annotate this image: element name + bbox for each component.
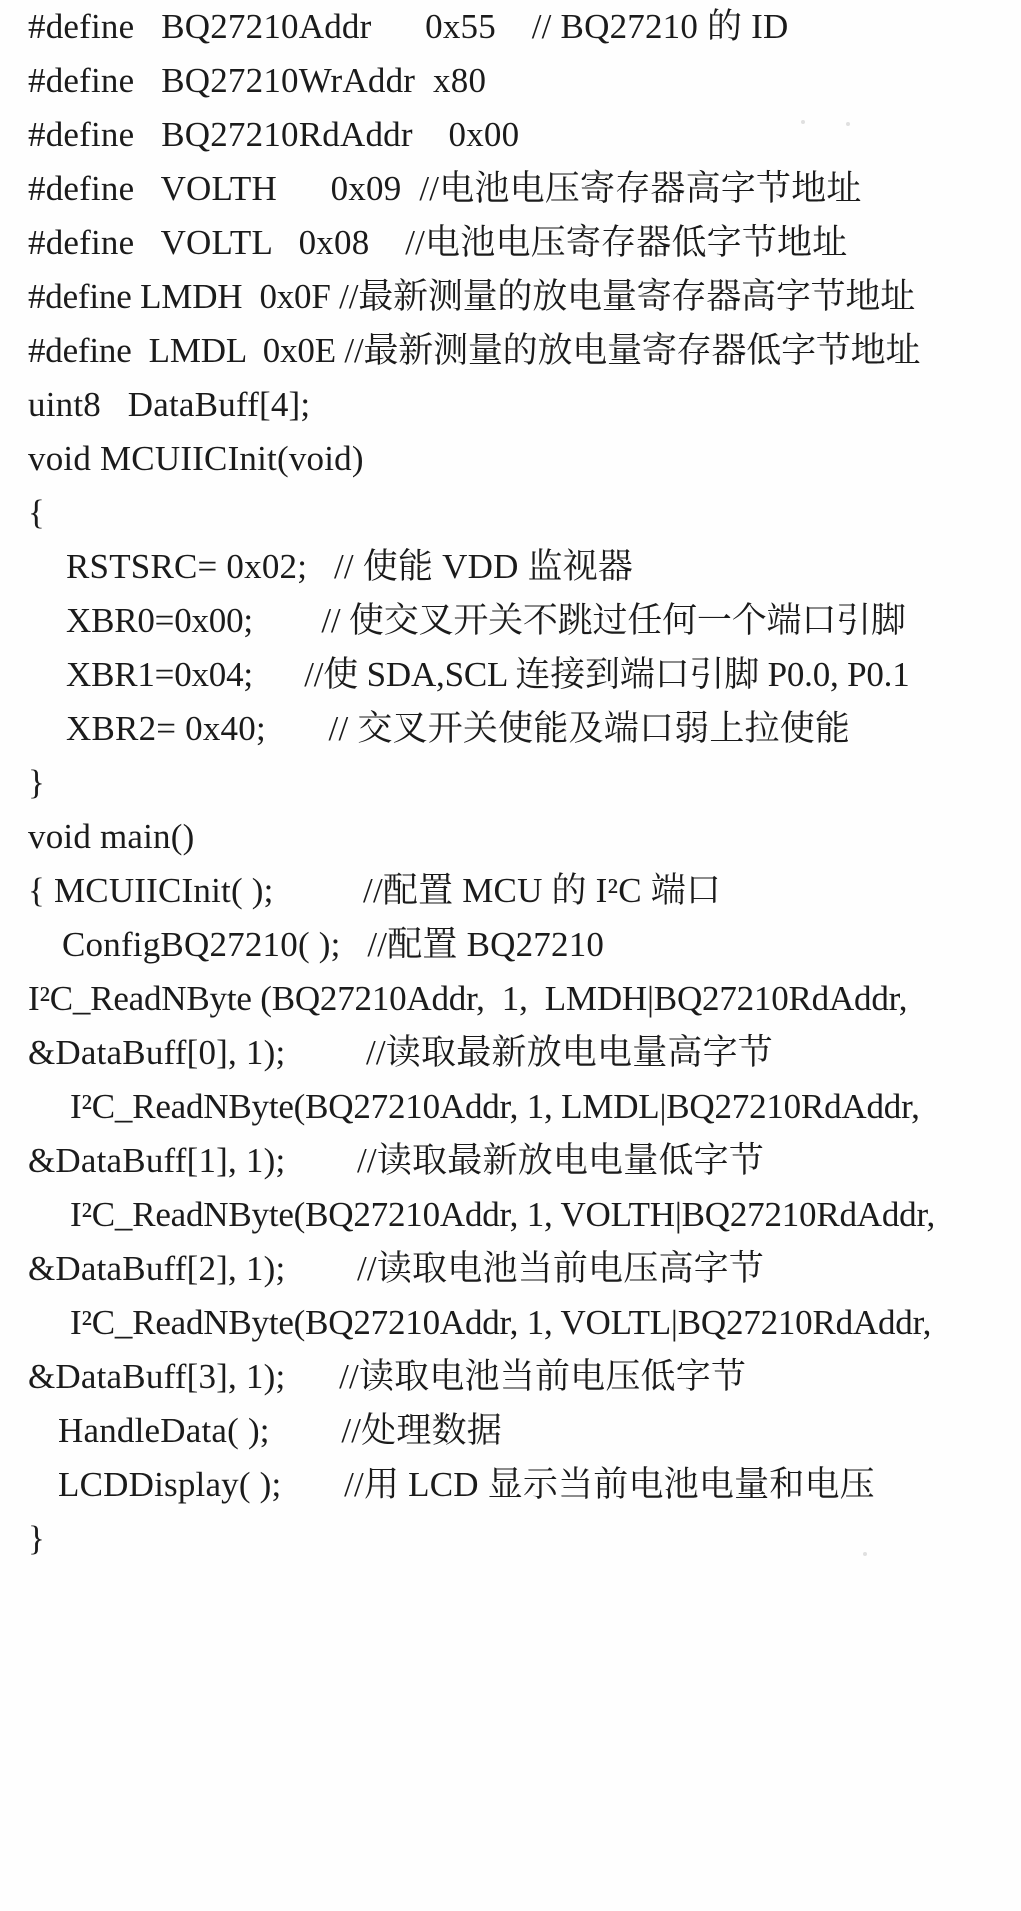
paper-speck <box>863 1552 867 1556</box>
code-line-19: I²C_ReadNByte (BQ27210Addr, 1, LMDH|BQ27210RdAddr, <box>28 979 908 1018</box>
code-line-18: ConfigBQ27210( ); //配置 BQ27210 <box>62 925 605 964</box>
code-line-8: uint8 DataBuff[4]; <box>28 385 311 424</box>
code-line-6: #define LMDH 0x0F //最新测量的放电量寄存器高字节地址 <box>28 277 916 316</box>
code-line-26: &DataBuff[3], 1); //读取电池当前电压低字节 <box>28 1357 747 1396</box>
code-line-17: { MCUIICInit( ); //配置 MCU 的 I²C 端口 <box>28 871 722 910</box>
code-line-24: &DataBuff[2], 1); //读取电池当前电压高字节 <box>28 1249 765 1288</box>
code-line-13: XBR1=0x04; //使 SDA,SCL 连接到端口引脚 P0.0, P0.1 <box>66 655 910 694</box>
code-line-29: } <box>28 1519 45 1558</box>
code-line-4: #define VOLTH 0x09 //电池电压寄存器高字节地址 <box>28 169 862 208</box>
code-line-16: void main() <box>28 817 195 856</box>
code-line-1: #define BQ27210Addr 0x55 // BQ27210 的 ID <box>28 7 789 46</box>
code-line-27: HandleData( ); //处理数据 <box>58 1411 502 1450</box>
code-line-15: } <box>28 763 45 802</box>
code-line-2: #define BQ27210WrAddr x80 <box>28 61 487 100</box>
code-line-21: I²C_ReadNByte(BQ27210Addr, 1, LMDL|BQ27210RdAddr, <box>70 1087 920 1126</box>
code-line-11: RSTSRC= 0x02; // 使能 VDD 监视器 <box>66 547 634 586</box>
code-line-14: XBR2= 0x40; // 交叉开关使能及端口弱上拉使能 <box>66 709 851 748</box>
code-line-10: { <box>28 493 45 532</box>
code-line-9: void MCUIICInit(void) <box>28 439 364 478</box>
code-line-23: I²C_ReadNByte(BQ27210Addr, 1, VOLTH|BQ27210RdAddr, <box>70 1195 936 1234</box>
paper-speck <box>801 120 805 124</box>
code-line-3: #define BQ27210RdAddr 0x00 <box>28 115 520 154</box>
paper-speck <box>846 122 850 126</box>
code-line-28: LCDDisplay( ); //用 LCD 显示当前电池电量和电压 <box>58 1465 875 1504</box>
code-line-25: I²C_ReadNByte(BQ27210Addr, 1, VOLTL|BQ27210RdAddr, <box>70 1303 932 1342</box>
code-line-12: XBR0=0x00; // 使交叉开关不跳过任何一个端口引脚 <box>66 601 906 640</box>
code-line-7: #define LMDL 0x0E //最新测量的放电量寄存器低字节地址 <box>28 331 921 370</box>
code-line-20: &DataBuff[0], 1); //读取最新放电电量高字节 <box>28 1033 774 1072</box>
code-line-5: #define VOLTL 0x08 //电池电压寄存器低字节地址 <box>28 223 848 262</box>
code-line-22: &DataBuff[1], 1); //读取最新放电电量低字节 <box>28 1141 765 1180</box>
